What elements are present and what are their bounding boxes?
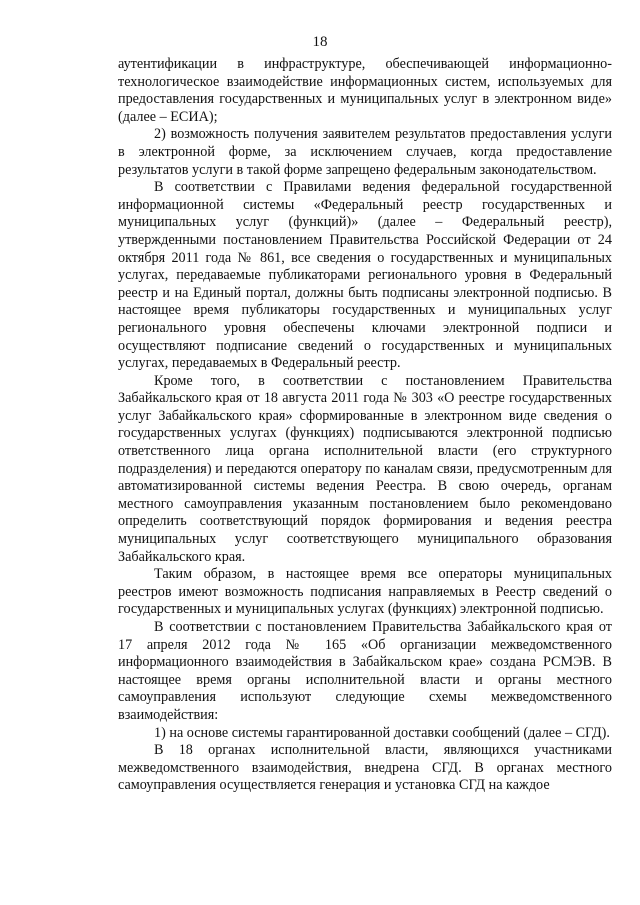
paragraph-federal-registry: В соответствии с Правилами ведения федеральной государственной информационной системы «Федеральный реестр государственных и муниципальных услуг (функций)» (далее – Федеральный реестр), утвержденными постановлением Правительства Российской Федерации от 24 октября 2011 года № 861, все сведения о государственных и муниципальных услугах, передаваемые публикаторами регионального уровня в Федеральный реестр и на Единый портал, должны быть подписаны электронной подписью. В настоящее время публикаторы государственных и муниципальных услуг регионального уровня обеспечены ключами электронной подписи и осуществляют подписание сведений о государственных и муниципальных услугах, передаваемых в Федеральный реестр.	[118, 179, 612, 372]
paragraph-operators-signing: Таким образом, в настоящее время все операторы муниципальных реестров имеют возможность подписания направляемых в Реестр сведений о государственных и муниципальных услугах (функциях) электронной подписью.	[118, 566, 612, 618]
paragraph-sgd-deployment: В 18 органах исполнительной власти, являющихся участниками межведомственного взаимодействия, внедрена СГД. В органах местного самоуправления осуществляется генерация и установка СГД на каждое	[118, 742, 612, 794]
paragraph-esia-continuation: аутентификации в инфраструктуре, обеспечивающей информационно-технологическое взаимодействие информационных систем, используемых для предоставления государственных и муниципальных услуг в электронном виде» (далее – ЕСИА);	[118, 56, 612, 125]
paragraph-rsmev: В соответствии с постановлением Правительства Забайкальского края от 17 апреля 2012 года № 165 «Об организации межведомственного информационного взаимодействия в Забайкальском крае» создана РСМЭВ. В настоящее время органы исполнительной власти и органы местного самоуправления используют следующие схемы межведомственного взаимодействия:	[118, 619, 612, 723]
paragraph-item-2: 2) возможность получения заявителем результатов предоставления услуги в электронной форме, за исключением случаев, когда предоставление результатов услуги в такой форме запрещено федеральным законодательством.	[118, 126, 612, 178]
document-body	[118, 56, 612, 795]
page-number: 18	[312, 34, 328, 50]
paragraph-regional-registry: Кроме того, в соответствии с постановлением Правительства Забайкальского края от 18 августа 2011 года № 303 «О реестре государственных услуг Забайкальского края» сформированные в электронном виде сведения о государственных услугах (функциях) подписываются электронной подписью ответственного лица органа исполнительной власти (его структурного подразделения) и передаются оператору по каналам связи, предусмотренным для автоматизированной системы ведения Реестра. В свою очередь, органам местного самоуправления указанным постановлением было рекомендовано определить соответствующий порядок формирования и ведения реестра муниципальных услуг соответствующего муниципального образования Забайкальского края.	[118, 372, 612, 565]
paragraph-item-1-sgd: 1) на основе системы гарантированной доставки сообщений (далее – СГД).	[154, 724, 610, 741]
